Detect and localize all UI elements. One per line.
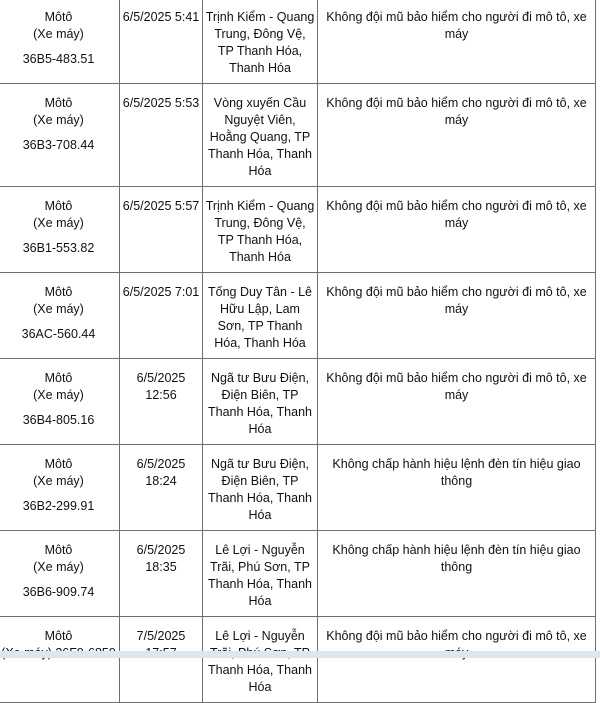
violation-description-cell: Không đội mũ bảo hiểm cho người đi mô tô, xe máy: [318, 273, 596, 359]
vehicle-subtype: (Xe máy): [33, 27, 84, 41]
violation-description-cell: Không đội mũ bảo hiểm cho người đi mô tô, xe máy: [318, 0, 596, 84]
vehicle-subtype: (Xe máy): [33, 474, 84, 488]
license-plate: 36B2-299.91: [22, 499, 95, 513]
violation-time-cell: 6/5/2025 18:35: [120, 531, 203, 617]
violation-location-cell: Lê Lợi - Nguyễn Thanh Hóa, Thanh Hóa: [203, 617, 318, 703]
violation-description-cell: Không chấp hành hiệu lệnh đèn tín hiệu giao thông: [318, 531, 596, 617]
table-row: [0, 273, 596, 359]
table-row: [0, 0, 596, 84]
vehicle-cell: [0, 359, 120, 445]
violation-location-cell: Lê Lợi - Nguyễn Trãi, Phú Sơn, TP Thanh Hóa, Thanh Hóa: [203, 531, 318, 617]
vehicle-cell: [0, 531, 120, 617]
table-row: [0, 187, 596, 273]
vehicle-subtype: (Xe máy): [33, 216, 84, 230]
license-plate: 36B1-553.82: [22, 241, 95, 255]
violation-time-cell: 6/5/2025 5:57: [120, 187, 203, 273]
violation-location-cell: Tống Duy Tân - Lê Hữu Lập, Lam Sơn, TP Thanh Hóa, Thanh Hóa: [203, 273, 318, 359]
violation-description-cell: Không chấp hành hiệu lệnh đèn tín hiệu giao thông: [318, 445, 596, 531]
table-row: [0, 531, 596, 617]
violation-time-cell: 6/5/2025 12:56: [120, 359, 203, 445]
table-row: [0, 84, 596, 187]
license-plate: 36AC-560.44: [21, 327, 96, 341]
violation-time-cell: 6/5/2025 7:01: [120, 273, 203, 359]
vehicle-subtype: (Xe máy): [33, 388, 84, 402]
vehicle-cell: [0, 84, 120, 187]
license-plate: 36B5-483.51: [22, 52, 95, 66]
vehicle-type: Môtô: [44, 10, 73, 24]
vehicle-type: Môtô: [44, 629, 73, 643]
violation-description-cell: Không đội mũ bảo hiểm cho người đi mô tô, xe máy: [318, 84, 596, 187]
violation-time-cell: 6/5/2025 5:41: [120, 0, 203, 84]
vehicle-type: Môtô: [44, 371, 73, 385]
violation-location-cell: Trịnh Kiểm - Quang Trung, Đông Vệ, TP Thanh Hóa, Thanh Hóa: [203, 0, 318, 84]
table-row: [0, 445, 596, 531]
vehicle-type: Môtô: [44, 199, 73, 213]
table-row: [0, 359, 596, 445]
vehicle-cell: [0, 617, 120, 703]
violation-location-cell: Ngã tư Bưu Điện, Điện Biên, TP Thanh Hóa, Thanh Hóa: [203, 445, 318, 531]
table-row: [0, 617, 596, 703]
violation-description-cell: Không đội mũ bảo hiểm cho người đi mô tô, xe máy: [318, 187, 596, 273]
vehicle-type: Môtô: [44, 543, 73, 557]
vehicle-type: Môtô: [44, 96, 73, 110]
vehicle-cell: [0, 445, 120, 531]
violation-description-cell: Không đội mũ bảo hiểm cho người đi mô tô, xe: [318, 617, 596, 703]
page-footer-strip: [0, 651, 600, 658]
vehicle-subtype: (Xe máy): [33, 560, 84, 574]
vehicle-cell: [0, 0, 120, 84]
violation-time-cell: 6/5/2025 18:24: [120, 445, 203, 531]
license-plate: 36B3-708.44: [22, 138, 95, 152]
violation-location-cell: Vòng xuyến Cầu Nguyệt Viên, Hoằng Quang, TP Thanh Hóa, Thanh Hóa: [203, 84, 318, 187]
vehicle-cell: [0, 187, 120, 273]
violation-location-cell: Trịnh Kiểm - Quang Trung, Đông Vệ, TP Thanh Hóa, Thanh Hóa: [203, 187, 318, 273]
license-plate: 36B4-805.16: [22, 413, 95, 427]
violation-location-cell: Ngã tư Bưu Điện, Điện Biên, TP Thanh Hóa, Thanh Hóa: [203, 359, 318, 445]
vehicle-subtype: (Xe máy): [33, 113, 84, 127]
vehicle-type: Môtô: [44, 285, 73, 299]
violation-time-cell: 7/5/2025: [120, 617, 203, 703]
violation-time-cell: 6/5/2025 5:53: [120, 84, 203, 187]
vehicle-type: Môtô: [44, 457, 73, 471]
violation-description-cell: Không đội mũ bảo hiểm cho người đi mô tô, xe máy: [318, 359, 596, 445]
vehicle-cell: [0, 273, 120, 359]
license-plate: 36B6-909.74: [22, 585, 95, 599]
vehicle-subtype: (Xe máy): [33, 302, 84, 316]
